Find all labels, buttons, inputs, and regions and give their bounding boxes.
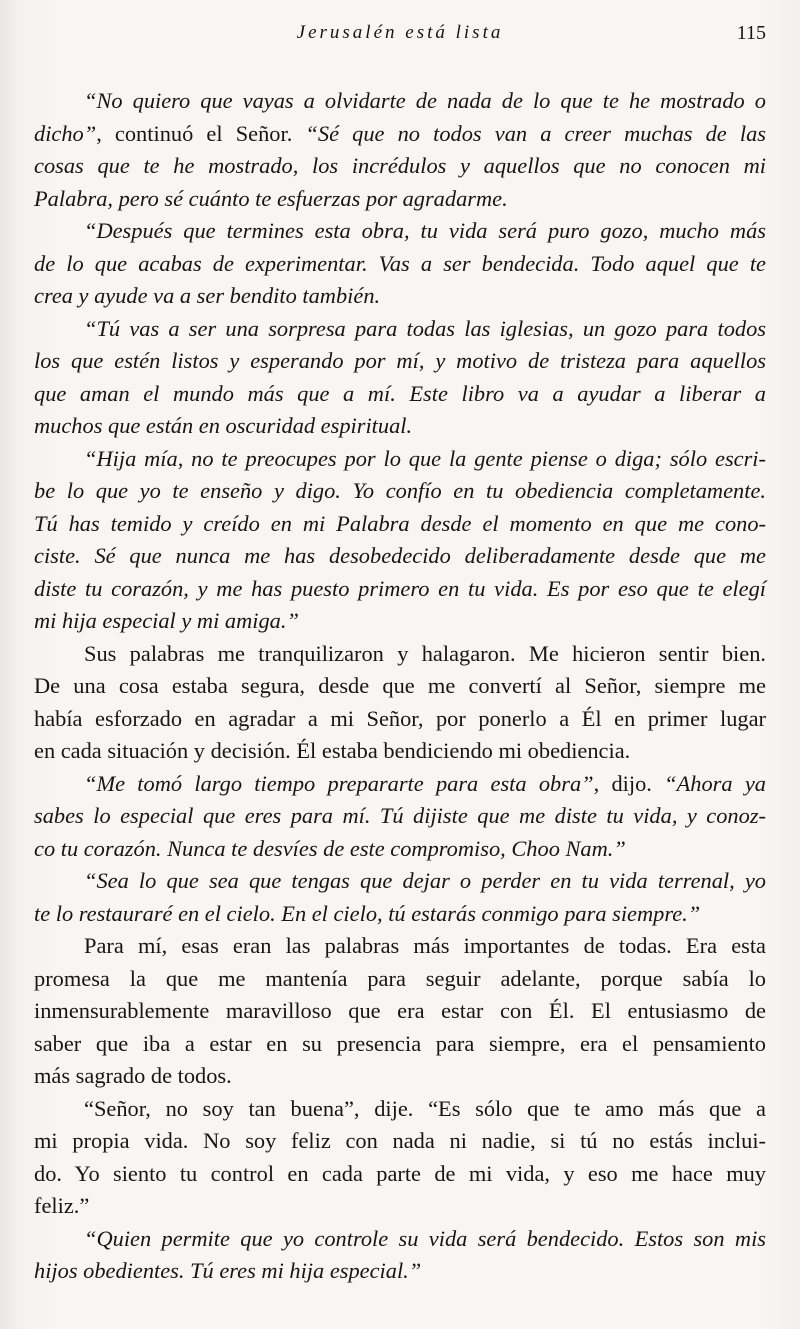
text-run: crea y ayude va a ser bendito también. [34, 283, 381, 308]
text-line [34, 573, 766, 606]
text-run: te lo restauraré en el cielo. En el cielo, tú estarás conmigo para siempre.” [34, 900, 701, 926]
text-line [34, 605, 766, 638]
text-line [34, 248, 766, 281]
paragraph [34, 768, 766, 866]
text-line [34, 85, 766, 118]
paragraph [34, 1093, 766, 1223]
text-run: promesa la que me mantenía para seguir adelante, porque sabía lo [34, 965, 766, 991]
page-header [34, 18, 766, 48]
text-line [34, 768, 766, 801]
text-run: muchos que están en oscuridad espiritual. [34, 413, 413, 438]
text-line [34, 183, 766, 216]
text-run: “No quiero que vayas a olvidarte de nada de lo que te he mostrado o [84, 88, 766, 113]
text-run: más sagrado de todos. [34, 1063, 232, 1088]
text-run: había esforzado en agradar a mi Señor, por ponerlo a Él en primer lugar [34, 705, 766, 731]
text-line [34, 800, 766, 833]
text-run: dicho” [34, 120, 97, 146]
text-run: De una cosa estaba segura, desde que me convertí al Señor, siempre me [34, 673, 766, 698]
text-run: “Tú vas a ser una sorpresa para todas las iglesias, un gozo para todos [84, 315, 766, 341]
text-line [34, 898, 766, 931]
text-run: Palabra, pero sé cuánto te esfuerzas por agradarme. [34, 185, 508, 211]
text-run: diste tu corazón, y me has puesto primero en tu vida. Es por eso que te elegí [34, 575, 766, 601]
text-line [34, 865, 766, 898]
text-run: mi hija especial y mi amiga.” [34, 608, 299, 633]
text-line [34, 963, 766, 996]
paragraph [34, 930, 766, 1093]
text-line [34, 1190, 766, 1223]
text-line [34, 833, 766, 866]
text-line [34, 280, 766, 313]
text-line [34, 410, 766, 443]
text-line [34, 670, 766, 703]
text-line [34, 378, 766, 411]
text-run: “Sé que no todos van a creer muchas de las [305, 120, 766, 146]
text-run: Para mí, esas eran las palabras más importantes de todas. Era esta [84, 933, 766, 958]
paragraph [34, 865, 766, 930]
text-run: cosas que te he mostrado, los incrédulos y aquellos que no conocen mi [34, 153, 766, 178]
text-line [34, 995, 766, 1028]
text-run: do. Yo siento tu control en cada parte de mi vida, y eso me hace muy [34, 1160, 766, 1186]
text-run: Sus palabras me tranquilizaron y halagaron. Me hicieron sentir bien. [84, 640, 766, 666]
text-run: inmensurablemente maravilloso que era estar con Él. El entusiasmo de [34, 998, 766, 1023]
text-line [34, 508, 766, 541]
text-line [34, 1028, 766, 1061]
text-run: Tú has temido y creído en mi Palabra desde el momento en que me cono- [34, 510, 766, 536]
text-line [34, 118, 766, 151]
text-run: “Me tomó largo tiempo prepararte para esta obra” [84, 770, 594, 796]
paragraph [34, 85, 766, 215]
text-run: saber que iba a estar en su presencia para siempre, era el pensamiento [34, 1030, 766, 1056]
text-run: “Hija mía, no te preocupes por lo que la gente piense o diga; sólo escri- [84, 445, 766, 471]
text-line [34, 313, 766, 346]
running-title: Jerusalén está lista [296, 22, 504, 43]
paragraph [34, 215, 766, 313]
paragraph [34, 1223, 766, 1288]
text-line [34, 443, 766, 476]
paragraph [34, 313, 766, 443]
text-run: hijos obedientes. Tú eres mi hija especial.” [34, 1258, 422, 1283]
text-run: en cada situación y decisión. Él estaba bendiciendo mi obediencia. [34, 738, 631, 763]
text-run: “Ahora ya [664, 770, 766, 796]
text-run: ciste. Sé que nunca me has desobedecido deliberadamente desde que me [34, 543, 766, 568]
page-number: 115 [736, 22, 766, 44]
text-run: de lo que acabas de experimentar. Vas a ser bendecida. Todo aquel que te [34, 250, 766, 276]
text-line [34, 345, 766, 378]
text-line [34, 540, 766, 573]
text-run: co tu corazón. Nunca te desvíes de este compromiso, Choo Nam.” [34, 835, 626, 861]
text-line [34, 215, 766, 248]
text-run: mi propia vida. No soy feliz con nada ni nadie, si tú no estás inclui- [34, 1128, 766, 1153]
text-run: “Señor, no soy tan buena”, dije. “Es sólo que te amo más que a [84, 1095, 766, 1121]
text-run: , dijo. [593, 770, 665, 796]
text-line [34, 638, 766, 671]
text-run: “Después que termines esta obra, tu vida será puro gozo, mucho más [84, 218, 766, 243]
text-line [34, 703, 766, 736]
text-run: be lo que yo te enseño y digo. Yo confío en tu obediencia completamente. [34, 478, 766, 503]
text-line [34, 1093, 766, 1126]
text-run: , continuó el Señor. [96, 120, 306, 146]
text-line [34, 475, 766, 508]
body-text [34, 85, 766, 1288]
text-run: los que estén listos y esperando por mí, y motivo de tristeza para aquellos [34, 348, 766, 373]
text-line [34, 930, 766, 963]
paragraph [34, 638, 766, 768]
text-line [34, 735, 766, 768]
text-line [34, 1255, 766, 1288]
text-run: “Sea lo que sea que tengas que dejar o perder en tu vida terrenal, yo [84, 868, 766, 893]
paragraph [34, 443, 766, 638]
text-line [34, 1223, 766, 1256]
text-run: “Quien permite que yo controle su vida será bendecido. Estos son mis [84, 1225, 766, 1251]
text-line [34, 1060, 766, 1093]
text-line [34, 150, 766, 183]
text-run: feliz.” [34, 1193, 90, 1218]
text-run: que aman el mundo más que a mí. Este libro va a ayudar a liberar a [34, 380, 766, 406]
text-line [34, 1158, 766, 1191]
text-run: sabes lo especial que eres para mí. Tú dijiste que me diste tu vida, y conoz- [34, 803, 766, 828]
text-line [34, 1125, 766, 1158]
